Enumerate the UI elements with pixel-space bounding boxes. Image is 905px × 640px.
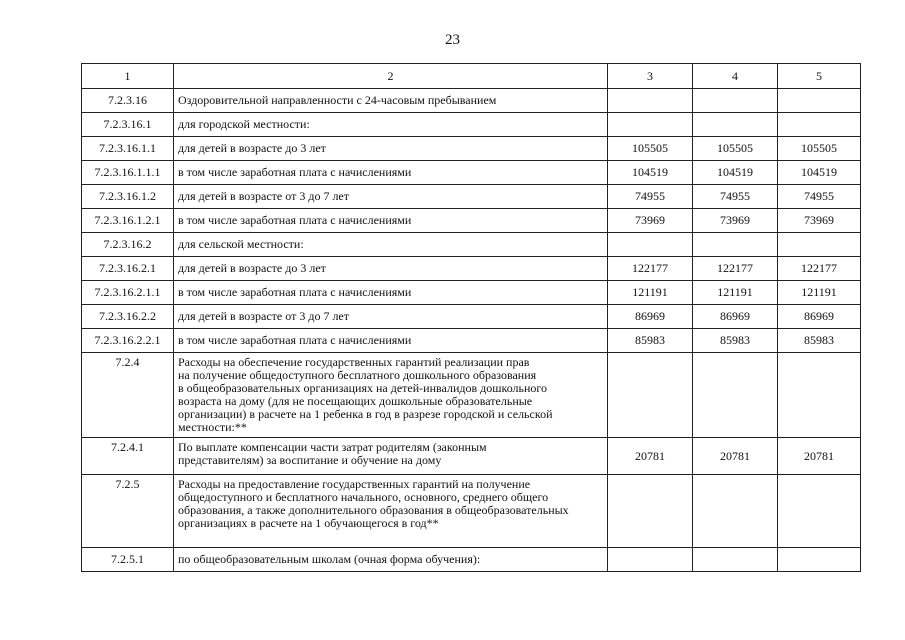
table-row [82, 329, 861, 353]
row-value-col4: 121191 [693, 281, 778, 305]
row-value-col5 [778, 353, 861, 438]
row-value-col4: 20781 [693, 438, 778, 475]
row-code: 7.2.3.16.1.2.1 [82, 209, 174, 233]
row-value-col3: 86969 [608, 305, 693, 329]
row-value-col3 [608, 89, 693, 113]
table-header-row [82, 64, 861, 89]
row-description: в том числе заработная плата с начислениями [174, 329, 608, 353]
row-value-col4 [693, 548, 778, 572]
row-value-col4: 85983 [693, 329, 778, 353]
row-value-col5 [778, 548, 861, 572]
table-row [82, 137, 861, 161]
row-value-col4 [693, 113, 778, 137]
row-description: по общеобразовательным школам (очная форма обучения): [174, 548, 608, 572]
row-code: 7.2.3.16 [82, 89, 174, 113]
row-value-col3: 122177 [608, 257, 693, 281]
row-value-col5 [778, 113, 861, 137]
table-row [82, 438, 861, 475]
row-description: Расходы на предоставление государственных гарантий на получение общедоступного и бесплатного начального, основного, среднего общего образования, а также дополнительного образования в общеобразовательных организациях в расчете на 1 обучающегося в год** [174, 475, 608, 548]
row-value-col5: 20781 [778, 438, 861, 475]
row-value-col5 [778, 89, 861, 113]
row-value-col5: 73969 [778, 209, 861, 233]
row-code: 7.2.3.16.1.1 [82, 137, 174, 161]
row-code: 7.2.4.1 [82, 438, 174, 475]
row-value-col5: 74955 [778, 185, 861, 209]
row-description: для городской местности: [174, 113, 608, 137]
row-description: для детей в возрасте от 3 до 7 лет [174, 185, 608, 209]
row-value-col4: 86969 [693, 305, 778, 329]
table-row [82, 89, 861, 113]
table-row [82, 281, 861, 305]
row-code: 7.2.3.16.2.1.1 [82, 281, 174, 305]
row-code: 7.2.5.1 [82, 548, 174, 572]
table-row [82, 113, 861, 137]
row-description: Оздоровительной направленности с 24-часовым пребыванием [174, 89, 608, 113]
row-value-col3 [608, 548, 693, 572]
row-description: для детей в возрасте до 3 лет [174, 257, 608, 281]
row-value-col4: 73969 [693, 209, 778, 233]
row-value-col5 [778, 475, 861, 548]
row-value-col3: 104519 [608, 161, 693, 185]
row-code: 7.2.3.16.1 [82, 113, 174, 137]
row-description: в том числе заработная плата с начислениями [174, 161, 608, 185]
row-value-col3: 20781 [608, 438, 693, 475]
expenditure-table [81, 63, 861, 572]
row-value-col4 [693, 233, 778, 257]
table-row [82, 161, 861, 185]
row-description: в том числе заработная плата с начислениями [174, 281, 608, 305]
column-header-5: 5 [778, 64, 861, 89]
row-code: 7.2.3.16.2.1 [82, 257, 174, 281]
row-code: 7.2.3.16.2.2 [82, 305, 174, 329]
row-value-col3: 121191 [608, 281, 693, 305]
row-value-col5: 85983 [778, 329, 861, 353]
table-row [82, 185, 861, 209]
row-description: для сельской местности: [174, 233, 608, 257]
row-code: 7.2.4 [82, 353, 174, 438]
row-value-col5: 105505 [778, 137, 861, 161]
row-code: 7.2.5 [82, 475, 174, 548]
row-value-col3 [608, 353, 693, 438]
row-value-col5: 86969 [778, 305, 861, 329]
row-value-col3 [608, 113, 693, 137]
row-code: 7.2.3.16.1.2 [82, 185, 174, 209]
column-header-4: 4 [693, 64, 778, 89]
row-value-col3: 74955 [608, 185, 693, 209]
page-number: 23 [445, 32, 460, 48]
row-value-col5: 104519 [778, 161, 861, 185]
row-description: для детей в возрасте от 3 до 7 лет [174, 305, 608, 329]
table-row [82, 233, 861, 257]
row-code: 7.2.3.16.1.1.1 [82, 161, 174, 185]
row-value-col4 [693, 353, 778, 438]
row-value-col4: 104519 [693, 161, 778, 185]
table-row [82, 305, 861, 329]
row-description: По выплате компенсации части затрат родителям (законным представителям) за воспитание и обучение на дому [174, 438, 608, 475]
row-code: 7.2.3.16.2.2.1 [82, 329, 174, 353]
column-header-3: 3 [608, 64, 693, 89]
row-description: Расходы на обеспечение государственных гарантий реализации прав на получение общедоступного бесплатного дошкольного образования в общеобразовательных организациях на детей-инвалидов дошкольного возраста на дому (для не посещающих дошкольные образовательные организации) в расчете на 1 ребенка в год в разрезе городской и сельской местности:** [174, 353, 608, 438]
row-code: 7.2.3.16.2 [82, 233, 174, 257]
row-description: в том числе заработная плата с начислениями [174, 209, 608, 233]
row-description: для детей в возрасте до 3 лет [174, 137, 608, 161]
row-value-col3: 73969 [608, 209, 693, 233]
row-value-col4: 122177 [693, 257, 778, 281]
row-value-col3 [608, 233, 693, 257]
row-value-col3: 105505 [608, 137, 693, 161]
row-value-col3 [608, 475, 693, 548]
row-value-col3: 85983 [608, 329, 693, 353]
table-row [82, 209, 861, 233]
row-value-col5: 122177 [778, 257, 861, 281]
table-row [82, 475, 861, 548]
row-value-col5 [778, 233, 861, 257]
column-header-2: 2 [174, 64, 608, 89]
table-row [82, 548, 861, 572]
row-value-col4: 74955 [693, 185, 778, 209]
row-value-col4: 105505 [693, 137, 778, 161]
column-header-1: 1 [82, 64, 174, 89]
row-value-col5: 121191 [778, 281, 861, 305]
table-row [82, 353, 861, 438]
table-row [82, 257, 861, 281]
row-value-col4 [693, 89, 778, 113]
row-value-col4 [693, 475, 778, 548]
